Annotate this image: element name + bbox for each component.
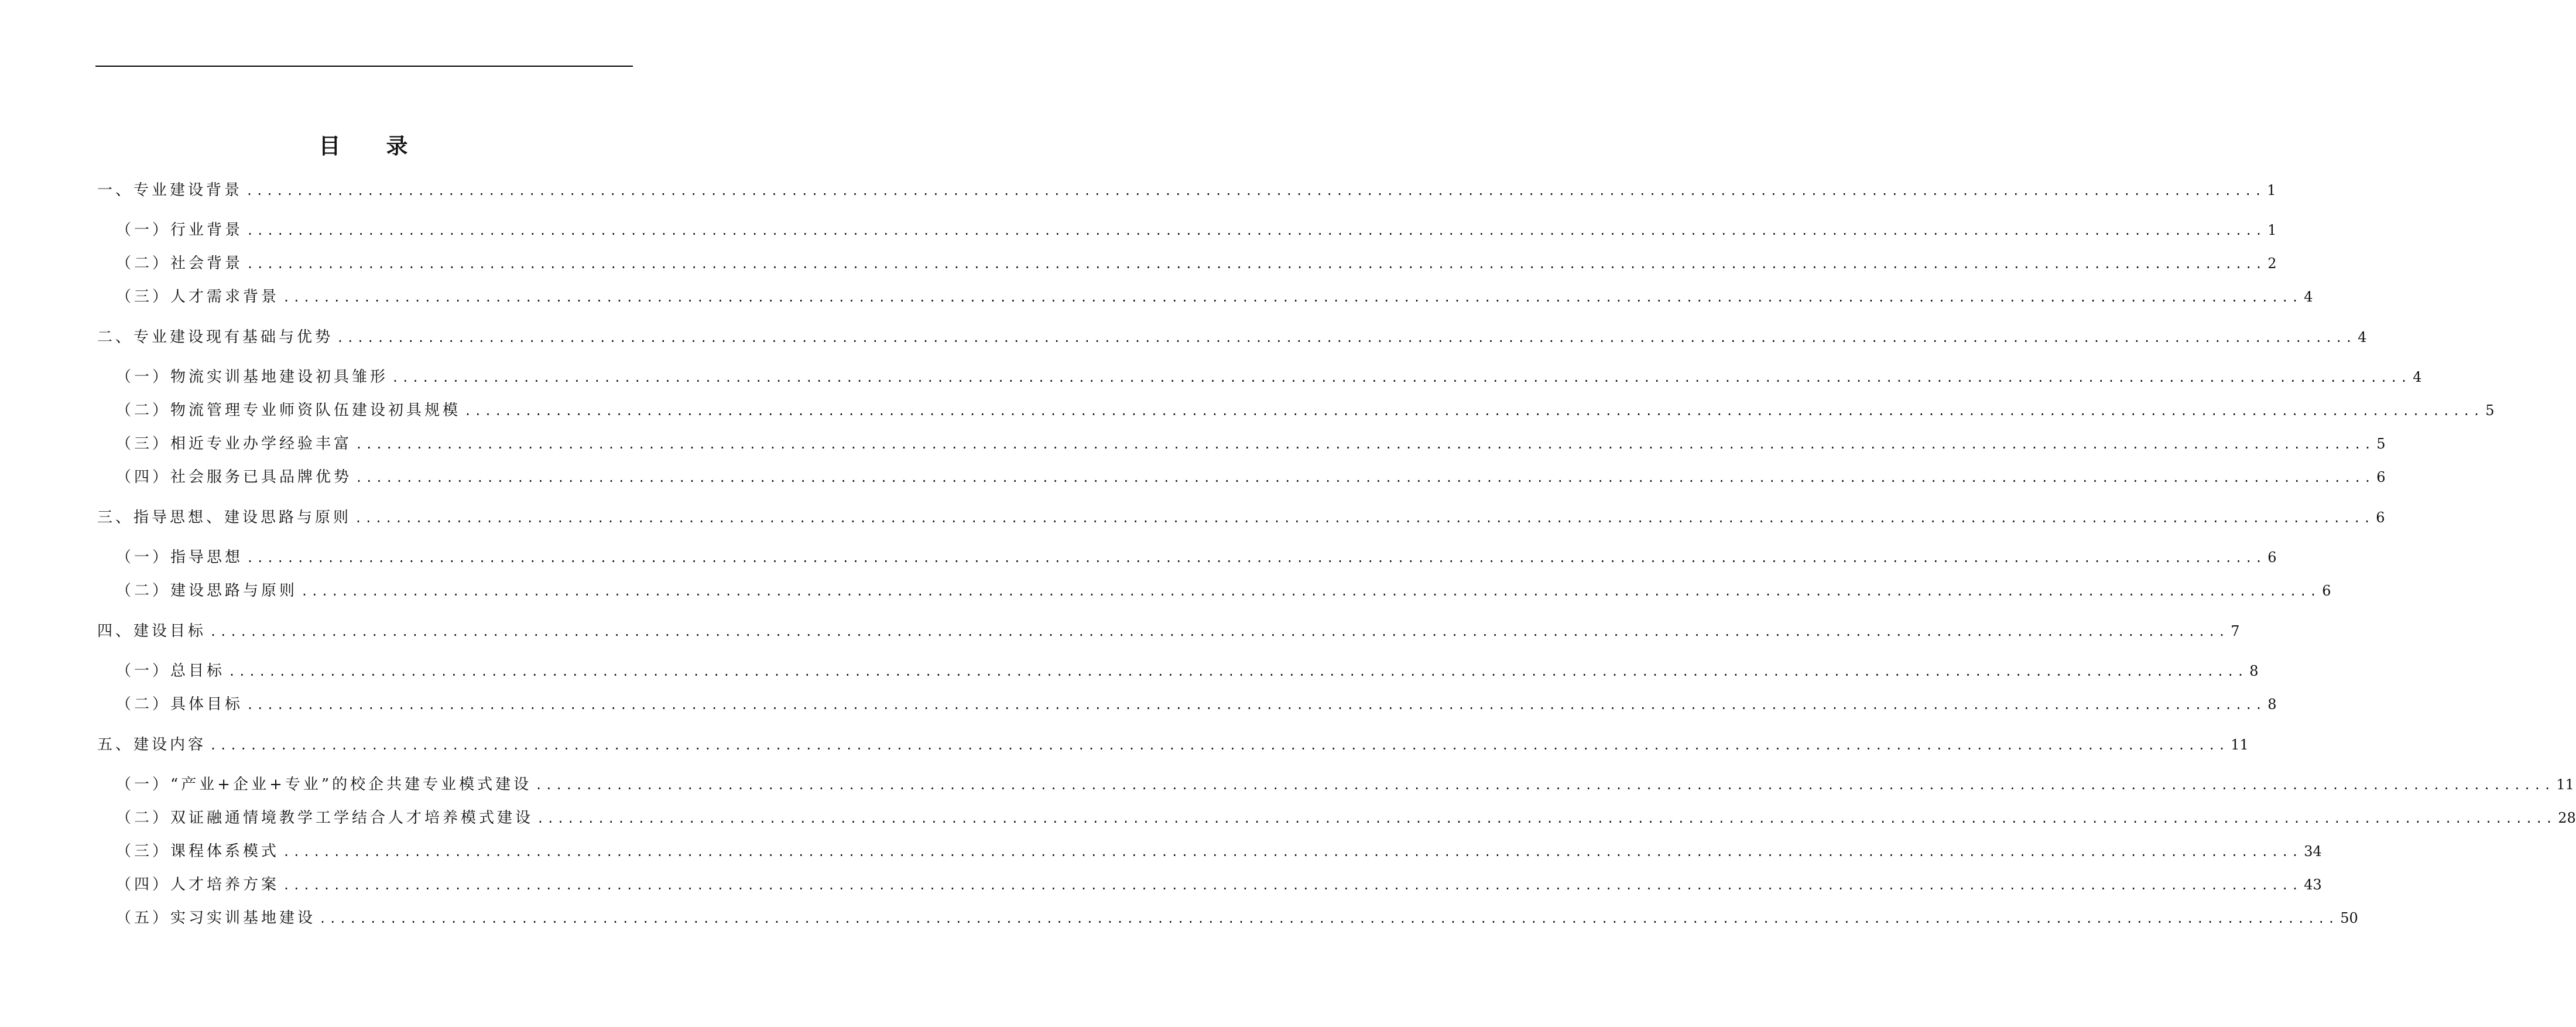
dot-leader: ........................................................................................................................................................................................................ xyxy=(210,738,2229,752)
dot-leader: ........................................................................................................................................................................................................ xyxy=(210,625,2229,639)
toc-entry-2-2[interactable] xyxy=(116,399,2495,422)
toc-entry-4-2[interactable] xyxy=(116,693,2277,716)
toc-entry-1-3[interactable] xyxy=(116,285,2313,309)
toc-entry-page: 4 xyxy=(2304,289,2313,305)
dot-leader: ........................................................................................................................................................................................................ xyxy=(228,665,2248,679)
dot-leader: ........................................................................................................................................................................................................ xyxy=(464,404,2483,418)
dot-leader: ........................................................................................................................................................................................................ xyxy=(246,551,2266,565)
toc-entry-page: 8 xyxy=(2249,663,2259,679)
toc-entry-label: （二）具体目标 xyxy=(116,696,244,713)
dot-leader: ........................................................................................................................................................................................................ xyxy=(337,331,2356,345)
dot-leader: ........................................................................................................................................................................................................ xyxy=(246,257,2266,271)
toc-entry-4-1[interactable] xyxy=(116,659,2259,683)
toc-entry-label: （二）社会背景 xyxy=(116,255,244,272)
dot-leader: ........................................................................................................................................................................................................ xyxy=(319,912,2338,926)
toc-entry-label: （一）总目标 xyxy=(116,662,225,680)
toc-entry-3-2[interactable] xyxy=(116,579,2331,602)
toc-entry-page: 4 xyxy=(2358,329,2367,345)
toc-entry-2[interactable] xyxy=(97,326,2367,349)
dot-leader: ........................................................................................................................................................................................................ xyxy=(355,511,2374,525)
toc-entry-label: （一）物流实训基地建设初具雏形 xyxy=(116,368,389,386)
toc-entry-label: 五、建设内容 xyxy=(97,736,207,754)
toc-entry-label: （一）“产业+企业+专业”的校企共建专业模式建设 xyxy=(116,776,532,793)
toc-entry-5[interactable] xyxy=(97,733,2249,756)
toc-entry-2-3[interactable] xyxy=(116,432,2386,456)
toc-entry-page: 6 xyxy=(2267,549,2277,566)
toc-entry-label: （一）行业背景 xyxy=(116,221,244,239)
toc-entry-page: 8 xyxy=(2267,696,2277,713)
toc-entry-page: 28 xyxy=(2558,810,2576,826)
toc-entry-1-2[interactable] xyxy=(116,252,2277,275)
toc-entry-label: （一）指导思想 xyxy=(116,549,244,566)
toc-entry-page: 5 xyxy=(2376,436,2386,452)
toc-entry-page: 2 xyxy=(2267,255,2277,272)
toc-entry-page: 43 xyxy=(2304,877,2322,893)
toc-entry-3-1[interactable] xyxy=(116,546,2277,569)
toc-entry-page: 6 xyxy=(2322,583,2331,599)
toc-entry-5-3[interactable] xyxy=(116,840,2322,863)
toc-entry-label: （四）人才培养方案 xyxy=(116,876,280,894)
toc-entry-5-4[interactable] xyxy=(116,873,2322,896)
toc-title-char-2: 录 xyxy=(386,133,408,159)
toc-entry-page: 6 xyxy=(2376,469,2386,485)
toc-entry-3[interactable] xyxy=(97,506,2385,529)
toc-entry-4[interactable] xyxy=(97,619,2240,643)
toc-entry-page: 1 xyxy=(2267,222,2277,238)
toc-entry-page: 50 xyxy=(2340,910,2358,926)
dot-leader: ........................................................................................................................................................................................................ xyxy=(246,224,2266,238)
toc-entry-label: （三）人才需求背景 xyxy=(116,288,280,306)
toc-entry-label: 三、指导思想、建设思路与原则 xyxy=(97,509,352,526)
toc-entry-page: 11 xyxy=(2556,776,2574,793)
toc-entry-page: 7 xyxy=(2231,623,2240,639)
toc-entry-label: 二、专业建设现有基础与优势 xyxy=(97,328,334,346)
toc-entry-2-4[interactable] xyxy=(116,465,2386,489)
dot-leader: ........................................................................................................................................................................................................ xyxy=(283,878,2302,892)
dot-leader: ........................................................................................................................................................................................................ xyxy=(535,778,2554,792)
toc-entry-label: （五）实习实训基地建设 xyxy=(116,909,316,927)
toc-entry-label: （二）双证融通情境教学工学结合人才培养模式建设 xyxy=(116,809,534,827)
dot-leader: ........................................................................................................................................................................................................ xyxy=(392,371,2411,385)
toc-entry-label: （四）社会服务已具品牌优势 xyxy=(116,468,352,486)
toc-entry-1-1[interactable] xyxy=(116,218,2277,242)
toc-entry-page: 4 xyxy=(2413,369,2422,385)
toc-entry-page: 34 xyxy=(2304,843,2322,860)
toc-entry-page: 11 xyxy=(2231,737,2249,753)
dot-leader: ........................................................................................................................................................................................................ xyxy=(283,290,2302,304)
toc-entry-label: （三）相近专业办学经验丰富 xyxy=(116,435,352,453)
dot-leader: ........................................................................................................................................................................................................ xyxy=(246,184,2265,198)
toc-entry-label: （二）物流管理专业师资队伍建设初具规模 xyxy=(116,402,461,419)
toc-entry-5-2[interactable] xyxy=(116,806,2576,830)
toc-entry-2-1[interactable] xyxy=(116,365,2422,389)
dot-leader: ........................................................................................................................................................................................................ xyxy=(355,471,2375,485)
toc-entry-5-5[interactable] xyxy=(116,906,2358,930)
toc-entry-page: 5 xyxy=(2485,402,2495,419)
dot-leader: ........................................................................................................................................................................................................ xyxy=(246,698,2266,712)
toc-entry-label: （三）课程体系模式 xyxy=(116,843,280,860)
dot-leader: ........................................................................................................................................................................................................ xyxy=(301,584,2320,598)
dot-leader: ........................................................................................................................................................................................................ xyxy=(283,845,2302,859)
toc-entry-5-1[interactable] xyxy=(116,773,2574,796)
dot-leader: ........................................................................................................................................................................................................ xyxy=(537,812,2556,826)
toc-entry-page: 1 xyxy=(2267,182,2276,198)
toc-entry-label: 一、专业建设背景 xyxy=(97,182,243,199)
dot-leader: ........................................................................................................................................................................................................ xyxy=(355,437,2375,451)
toc-title-char-1: 目 xyxy=(318,133,341,159)
toc-entry-label: （二）建设思路与原则 xyxy=(116,582,298,600)
toc-entry-label: 四、建设目标 xyxy=(97,622,207,640)
toc-entry-page: 6 xyxy=(2376,509,2385,526)
toc-entry-1[interactable] xyxy=(97,179,2276,202)
